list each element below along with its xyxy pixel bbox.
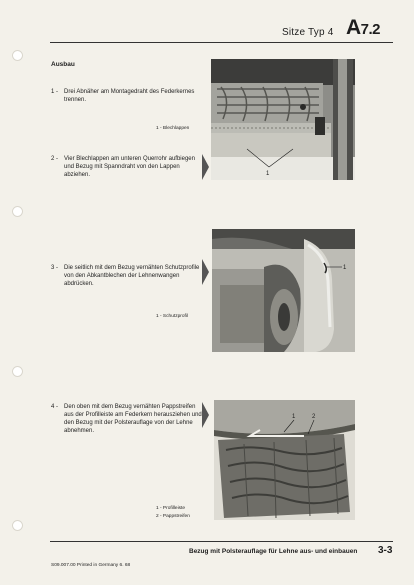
step-4-number: 4 - bbox=[51, 404, 59, 410]
section-title: Ausbau bbox=[51, 61, 75, 68]
step-3-pointer-arrow bbox=[202, 259, 209, 285]
step-2 bbox=[51, 155, 203, 183]
step-3-number: 3 - bbox=[51, 265, 59, 271]
step-2-number: 2 - bbox=[51, 156, 59, 162]
binder-hole-lower bbox=[12, 366, 23, 377]
section-code-number: 7.2 bbox=[360, 21, 381, 38]
step-4-pointer-arrow bbox=[202, 402, 209, 428]
photo-2-callout: 1 bbox=[343, 265, 347, 271]
header-rule bbox=[50, 42, 393, 43]
binder-hole-bottom bbox=[12, 520, 23, 531]
section-code-letter: A bbox=[346, 16, 361, 39]
photo-side-protective-profile bbox=[212, 229, 355, 352]
step-4-caption-1: 1 - Profilleiste bbox=[156, 506, 186, 511]
step-3-caption: 1 - Schutzprofil bbox=[156, 314, 188, 319]
step-1-text: Drei Abnäher am Montagedraht des Federkernes trennen. bbox=[64, 89, 195, 103]
step-3-text: Die seitlich mit dem Bezug vernähten Schutzprofile von den Abkantblechen der Lehnenwangen abdrücken. bbox=[64, 265, 200, 287]
page-number: 3-3 bbox=[378, 545, 393, 556]
header-title: Sitze Typ 4 bbox=[282, 27, 334, 38]
step-2-text: Vier Blechlappen am unteren Querrohr aufbiegen und Bezug mit Spanndraht von den Lappen abziehen. bbox=[64, 156, 195, 178]
step-1-caption: 1 - Blechlappen bbox=[156, 126, 190, 131]
footer-print-info: S09.007.00 Printed in Germany 6. 68 bbox=[51, 563, 131, 568]
step-1 bbox=[51, 88, 203, 108]
footer-rule bbox=[50, 541, 393, 542]
photo-1-callout: 1 bbox=[266, 171, 270, 177]
step-2-pointer-arrow bbox=[202, 154, 209, 180]
photo-3-callout-2: 2 bbox=[312, 414, 316, 420]
step-4-text: Den oben mit dem Bezug vernähten Pappstreifen aus der Profilleiste am Federkern herausziehen und den Bezug mit der Polsterauflage von der Lehne abnehmen. bbox=[64, 404, 202, 434]
photo-profile-strip-cardboard bbox=[214, 400, 355, 520]
photo-seat-back-lower-tube bbox=[211, 59, 355, 180]
step-1-number: 1 - bbox=[51, 89, 59, 95]
photo-3-callout-1: 1 bbox=[292, 414, 296, 420]
section-code bbox=[346, 16, 380, 40]
binder-hole-upper bbox=[12, 206, 23, 217]
step-4 bbox=[51, 403, 203, 447]
footer-title: Bezug mit Polsterauflage für Lehne aus- und einbauen bbox=[189, 548, 358, 555]
step-3 bbox=[51, 264, 203, 292]
binder-hole-top bbox=[12, 50, 23, 61]
step-4-caption-2: 2 - Pappstreifen bbox=[156, 514, 190, 519]
